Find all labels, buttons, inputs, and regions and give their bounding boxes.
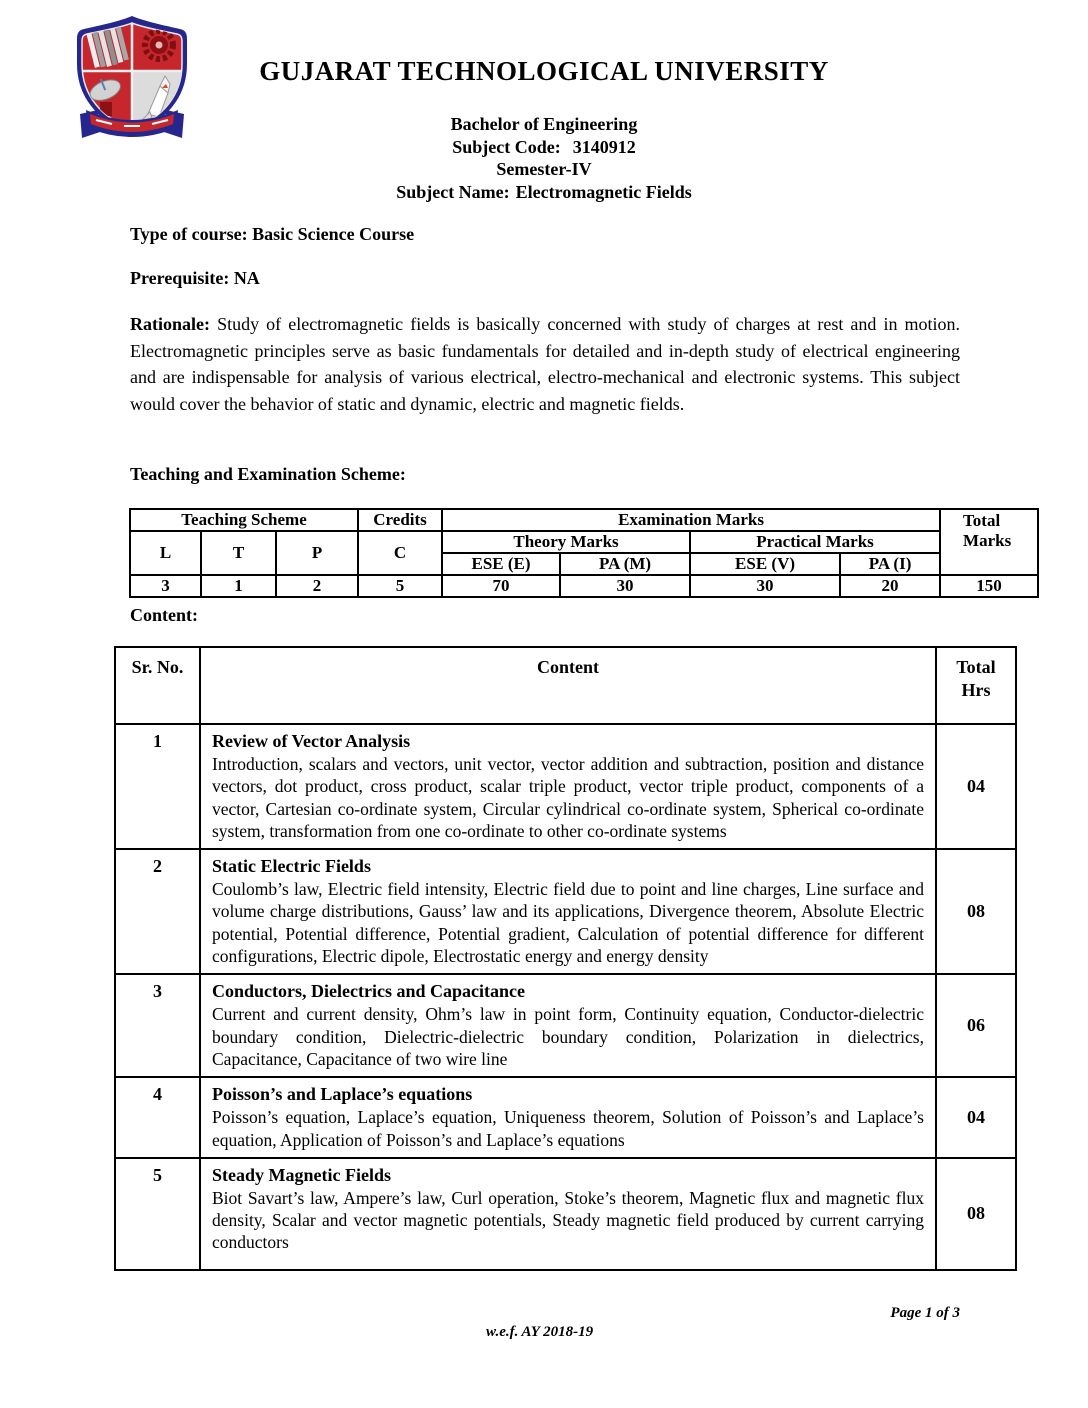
scheme-header-row-1 (130, 509, 1038, 531)
row-hours: 04 (936, 724, 1016, 849)
subject-name-value: Electromagnetic Fields (515, 181, 692, 202)
row-srno: 4 (115, 1077, 200, 1158)
degree-line: Bachelor of Engineering (450, 114, 638, 134)
scheme-header-row-2 (130, 531, 1038, 553)
table-row (115, 724, 1016, 849)
c-header: C (358, 531, 442, 575)
ese-e-header: ESE (E) (442, 553, 560, 575)
teaching-examination-table (129, 508, 1039, 598)
rationale-label: Rationale: (130, 314, 210, 334)
prerequisite-line (130, 268, 260, 289)
content-column-header: Content (200, 647, 936, 724)
row-title: Poisson’s and Laplace’s equations (212, 1084, 473, 1105)
credits-header: Credits (358, 509, 442, 531)
row-srno: 1 (115, 724, 200, 849)
row-title: Review of Vector Analysis (212, 731, 411, 751)
row-hours: 06 (936, 974, 1016, 1077)
pa-m-header: PA (M) (560, 553, 690, 575)
p-value: 2 (276, 575, 358, 597)
semester-line: Semester-IV (496, 159, 592, 179)
type-of-course-value: Basic Science Course (252, 224, 415, 244)
total-marks-value: 150 (940, 575, 1038, 597)
p-header: P (276, 531, 358, 575)
row-content (200, 849, 936, 974)
subject-code-label: Subject Code: (452, 136, 561, 157)
pa-i-header: PA (I) (840, 553, 940, 575)
subject-name-label: Subject Name: (396, 181, 510, 202)
subject-name-line (0, 181, 1088, 204)
subject-header-block (0, 113, 1088, 203)
prerequisite-label: Prerequisite: (130, 268, 230, 288)
total-hrs-column-header: Total Hrs (936, 647, 1016, 724)
row-title: Steady Magnetic Fields (212, 1164, 391, 1185)
srno-column-header: Sr. No. (115, 647, 200, 724)
ese-v-value: 30 (690, 575, 840, 597)
row-description: Introduction, scalars and vectors, unit vector, vector addition and subtraction, position and distance vectors, dot product, cross product, scalar triple product, vector triple product, components of a vector, Cartesian co-ordinate system, Circular cylindrical co-ordinate system, Spherical co-ordinate system, transformation from one co-ordinate to other co-ordinate systems (212, 754, 924, 841)
table-row (115, 1077, 1016, 1158)
c-value: 5 (358, 575, 442, 597)
t-header: T (201, 531, 276, 575)
row-srno: 2 (115, 849, 200, 974)
page-title: GUJARAT TECHNOLOGICAL UNIVERSITY (259, 56, 829, 86)
ese-v-header: ESE (V) (690, 553, 840, 575)
row-description: Biot Savart’s law, Ampere’s law, Curl operation, Stoke’s theorem, Magnetic flux and magnetic flux density, Scalar and vector magnetic potentials, Steady magnetic field produced by current carrying conductors (212, 1187, 924, 1253)
prerequisite-value: NA (233, 268, 260, 288)
examination-marks-header: Examination Marks (442, 509, 940, 531)
row-content (200, 724, 936, 849)
type-of-course-label: Type of course: (130, 224, 248, 244)
content-table (114, 646, 1017, 1271)
table-row (115, 974, 1016, 1077)
row-hours: 08 (936, 1158, 1016, 1270)
subject-code-line (0, 136, 1088, 159)
page-number: Page 1 of 3 (890, 1305, 960, 1321)
row-description: Poisson’s equation, Laplace’s equation, Uniqueness theorem, Solution of Poisson’s and Laplace’s equation, Application of Poisson’s and Laplace’s equations (212, 1107, 924, 1150)
scheme-values-row (130, 575, 1038, 597)
table-row (115, 849, 1016, 974)
content-header-row (115, 647, 1016, 724)
effective-date: w.e.f. AY 2018-19 (486, 1324, 594, 1340)
l-header: L (130, 531, 201, 575)
row-srno: 5 (115, 1158, 200, 1270)
total-marks-header: Total Marks (940, 509, 1038, 575)
row-content (200, 1158, 936, 1270)
content-section-label: Content: (130, 605, 198, 625)
teaching-scheme-heading: Teaching and Examination Scheme: (130, 464, 406, 484)
subject-code-value: 3140912 (572, 136, 636, 157)
rationale-paragraph (130, 311, 960, 417)
teaching-scheme-header: Teaching Scheme (130, 509, 358, 531)
t-value: 1 (201, 575, 276, 597)
l-value: 3 (130, 575, 201, 597)
theory-marks-header: Theory Marks (442, 531, 690, 553)
row-title: Static Electric Fields (212, 856, 371, 877)
rationale-text: Study of electromagnetic fields is basically concerned with study of charges at rest and in motion. Electromagnetic principles serve as basic fundamentals for detailed and in-depth study of electrical engineering and are indispensable for analysis of various electrical, electro-mechanical and electronic systems. This subject would cover the behavior of static and dynamic, electric and magnetic fields. (130, 314, 961, 414)
row-hours: 04 (936, 1077, 1016, 1158)
pa-i-value: 20 (840, 575, 940, 597)
table-row (115, 1158, 1016, 1270)
pa-m-value: 30 (560, 575, 690, 597)
type-of-course-line (130, 224, 414, 245)
row-content (200, 1077, 936, 1158)
row-hours: 08 (936, 849, 1016, 974)
row-description: Current and current density, Ohm’s law in point form, Continuity equation, Conductor-dielectric boundary condition, Dielectric-dielectric boundary condition, Polarization in dielectrics, Capacitance, Capacitance of two wire line (212, 1004, 924, 1069)
row-title: Conductors, Dielectrics and Capacitance (212, 981, 525, 1002)
row-srno: 3 (115, 974, 200, 1077)
row-content (200, 974, 936, 1077)
ese-e-value: 70 (442, 575, 560, 597)
practical-marks-header: Practical Marks (690, 531, 940, 553)
row-description: Coulomb’s law, Electric field intensity, Electric field due to point and line charges, Line surface and volume charge distributions, Gauss’ law and its applications, Divergence theorem, Absolute Electric potential, Potential difference, Potential gradient, Calculation of potential difference for different configurations, Electric dipole, Electrostatic energy and energy density (212, 879, 924, 967)
